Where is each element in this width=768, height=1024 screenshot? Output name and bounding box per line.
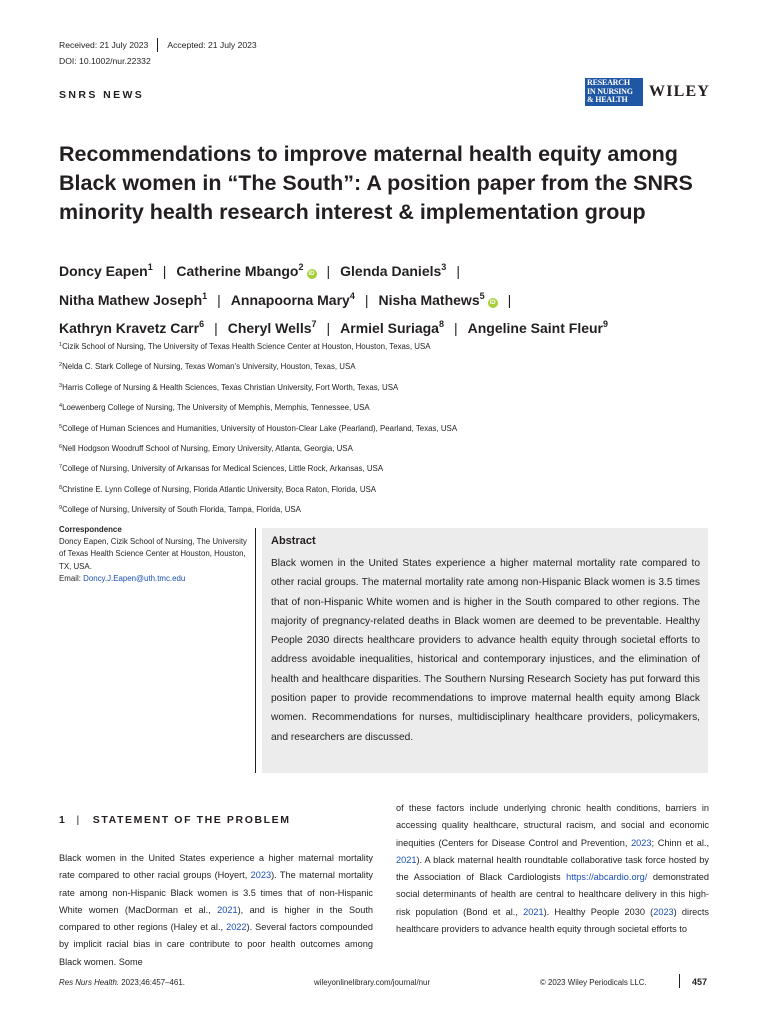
- body-text: ; Chinn et al.,: [651, 837, 709, 848]
- body-column-right: [396, 800, 709, 938]
- copyright: © 2023 Wiley Periodicals LLC.: [540, 978, 647, 987]
- author[interactable]: Catherine Mbango$^2$: [176, 262, 304, 279]
- doi[interactable]: DOI: 10.1002/nur.22332: [59, 56, 151, 66]
- footer-divider: [679, 974, 680, 988]
- correspondence: [59, 524, 249, 585]
- correspondence-email-line: [59, 573, 249, 585]
- divider: |: [326, 263, 331, 279]
- citation-link[interactable]: 2023: [653, 906, 674, 917]
- citation-link[interactable]: 2021: [396, 854, 417, 865]
- affiliation: $^8$Christine E. Lynn College of Nursing, Florida Atlantic University, Boca Raton, Florida, USA: [59, 484, 377, 494]
- journal-logo: [585, 78, 643, 106]
- body-text: ), and is higher in the South compared to other regions (Haley et al.,: [59, 904, 373, 933]
- logo-line: & HEALTH: [587, 95, 628, 105]
- body-text: Black women in the United States experience a higher maternal mortality rate compared to other racial groups (Hoyert,: [59, 853, 373, 881]
- divider: |: [454, 320, 458, 336]
- body-text: ). A black maternal health roundtable collaborative task force hosted by the Association of Black Cardiologists: [396, 854, 709, 883]
- affiliation: $^5$College of Human Sciences and Humanities, University of Houston-Clear Lake (Pearland), Pearland, Texas, USA: [59, 423, 458, 433]
- divider: |: [217, 291, 221, 308]
- body-column-left: [59, 850, 373, 971]
- affiliation-list: [59, 336, 719, 520]
- affiliation: $^2$Nelda C. Stark College of Nursing, Texas Woman's University, Houston, Texas, USA: [59, 362, 356, 372]
- body-text: of these factors include underlying chronic health conditions, barriers in accessing quality healthcare, structural racism, and social and economic inequities (Centers for Disease Control and Prevention,: [396, 803, 709, 848]
- affiliation: $^9$College of Nursing, University of South Florida, Tampa, Florida, USA: [59, 505, 301, 515]
- affiliation: $^7$College of Nursing, University of Arkansas for Medical Sciences, Little Rock, Arkansas, USA: [59, 464, 384, 474]
- divider: |: [456, 263, 460, 279]
- author[interactable]: Cheryl Wells$^7$: [227, 319, 317, 336]
- orcid-icon[interactable]: iD: [489, 299, 496, 306]
- citation-link[interactable]: 2022: [226, 922, 247, 933]
- publisher-logo: [585, 78, 710, 106]
- author[interactable]: Glenda Daniels$^3$: [340, 262, 447, 279]
- section-number: 1: [59, 814, 67, 826]
- footer-citation: [59, 978, 185, 987]
- section-heading: [59, 814, 291, 826]
- journal-abbrev: Res Nurs Health.: [59, 978, 120, 987]
- body-text: ). Healthy People 2030 (: [543, 906, 654, 917]
- journal-site-link[interactable]: wileyonlinelibrary.com/journal/nur: [314, 978, 431, 987]
- orcid-icon[interactable]: iD: [308, 271, 315, 277]
- body-text: ). Several factors compounded by implicit racial bias in care contribute to poor health outcomes among Black women. Some: [59, 922, 373, 967]
- citation-link[interactable]: 2023: [631, 837, 652, 848]
- author[interactable]: Annapoorna Mary$^4$: [230, 290, 355, 308]
- wiley-logo: WILEY: [649, 83, 711, 100]
- logo-line: RESEARCH: [587, 78, 630, 87]
- author[interactable]: Angeline Saint Fleur$^9$: [467, 319, 609, 336]
- author[interactable]: Armiel Suriaga$^8$: [340, 319, 444, 336]
- section-label: SNRS NEWS: [59, 89, 145, 101]
- received-date: Received: 21 July 2023: [59, 40, 149, 50]
- abstract-box: [262, 528, 708, 773]
- affiliation: $^3$Harris College of Nursing & Health Sciences, Texas Christian University, Fort Worth, Texas, USA: [59, 382, 399, 392]
- divider: |: [214, 320, 218, 336]
- author[interactable]: Doncy Eapen$^1$: [59, 262, 153, 279]
- author-line: [59, 284, 719, 313]
- divider: |: [326, 320, 331, 336]
- author-list: [59, 255, 719, 341]
- author[interactable]: Nitha Mathew Joseph$^1$: [59, 290, 208, 308]
- page-number: 457: [692, 977, 708, 987]
- body-text: demonstrated social determinants of health are central to healthcare delivery in this high-risk population (Bond et al.,: [396, 872, 709, 917]
- author[interactable]: Kathryn Kravetz Carr$^6$: [59, 319, 205, 336]
- article-title: Recommendations to improve maternal health equity among Black women in “The South”: A position paper from the SNRS minority health research interest & implementation group: [59, 142, 693, 224]
- divider: |: [162, 263, 167, 279]
- email-label: Email:: [59, 573, 84, 583]
- affiliation: $^4$Loewenberg College of Nursing, The University of Memphis, Memphis, Tennessee, USA: [59, 403, 370, 413]
- divider: [157, 38, 158, 52]
- citation-link[interactable]: 2021: [217, 904, 238, 915]
- author-line: [59, 255, 719, 284]
- affiliation: $^6$Nell Hodgson Woodruff School of Nursing, Emory University, Atlanta, Georgia, USA: [59, 444, 353, 454]
- abstract-divider: [255, 528, 256, 773]
- abstract-text: Black women in the United States experience a higher maternal mortality rate compared to other racial groups. The maternal mortality rate among non-Hispanic Black women is 3.5 times that of non-Hispanic White women and is higher in the South compared to other regions. The majority of pregnancy-related deaths in Black women are deemed to be preventable. Healthy People 2030 directs healthcare providers to advance health equity through societal efforts to address avoidable inequalities, historical and contemporary injustices, and the elimination of health and healthcare disparities. The Southern Nursing Research Society has put forward this position paper to provide recommendations to improve maternal health equity among Black women. Recommendations for nurses, multidisciplinary healthcare providers, policymakers, and researchers are discussed.: [271, 558, 700, 743]
- divider: |: [76, 814, 81, 826]
- citation-link[interactable]: 2021: [523, 906, 544, 917]
- body-text: ). The maternal mortality rate among non-Hispanic Black women is 3.5 times that of non-Hispanic White women (MacDorman et al.,: [59, 870, 373, 915]
- volume-pages: 2023;46:457–461.: [119, 978, 185, 987]
- logo-line: IN NURSING: [587, 86, 633, 96]
- divider: |: [507, 291, 512, 308]
- article-dates: [59, 38, 257, 52]
- author[interactable]: Nisha Mathews$^5$: [378, 290, 485, 308]
- citation-link[interactable]: 2023: [250, 870, 272, 881]
- divider: |: [364, 291, 369, 308]
- abstract-heading: Abstract: [271, 535, 316, 547]
- correspondence-body: Doncy Eapen, Cizik School of Nursing, The University of Texas Health Science Center at Houston, Houston, TX, USA.: [59, 537, 247, 571]
- email-link[interactable]: Doncy.J.Eapen@uth.tmc.edu: [83, 573, 186, 583]
- correspondence-label: Correspondence: [59, 525, 122, 534]
- accepted-date: Accepted: 21 July 2023: [167, 40, 257, 50]
- affiliation: $^1$Cizik School of Nursing, The University of Texas Health Science Center at Houston, Houston, Texas, USA: [59, 342, 431, 351]
- body-text: ) directs healthcare providers to advance health equity through societal efforts to: [396, 906, 709, 935]
- section-title: STATEMENT OF THE PROBLEM: [92, 814, 291, 826]
- url-link[interactable]: https://abcardio.org/: [566, 872, 648, 883]
